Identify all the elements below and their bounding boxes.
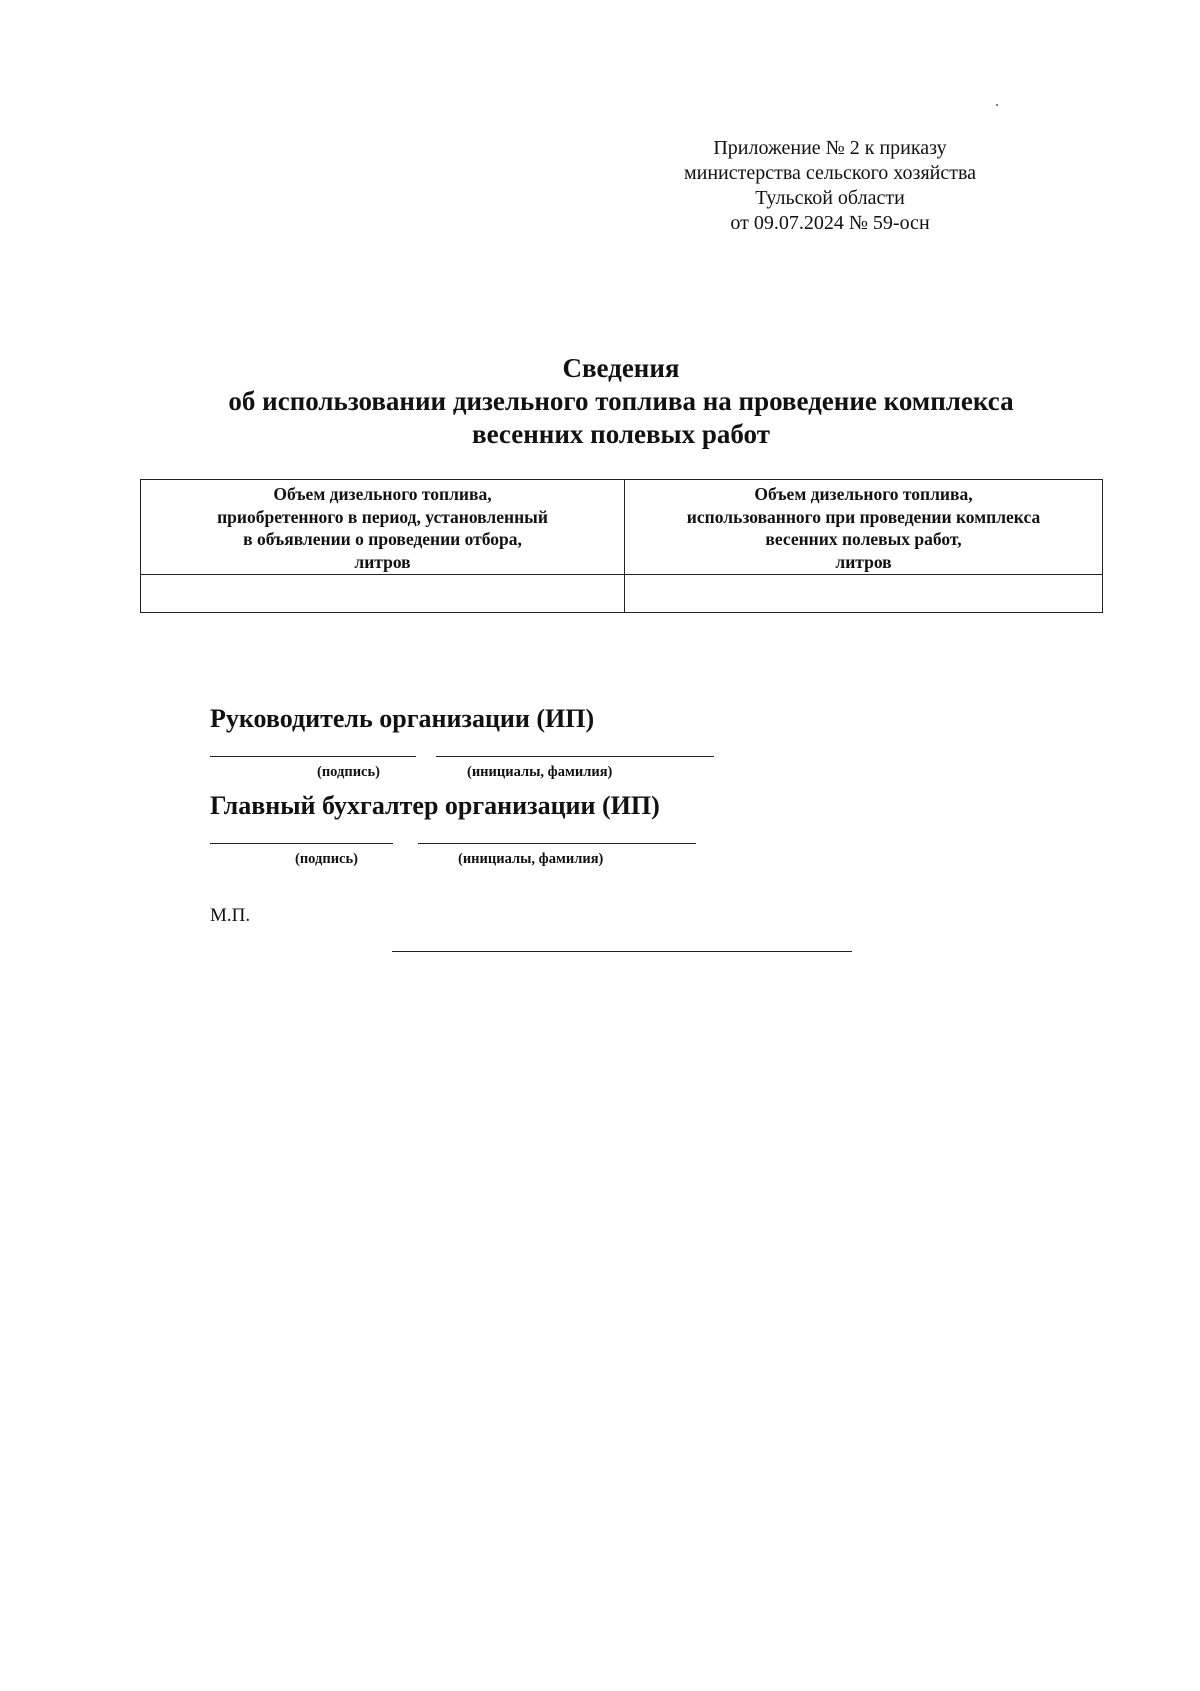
accountant-name-caption: (инициалы, фамилия) (458, 851, 604, 867)
header-line: в объявлении о проведении отбора, (243, 529, 522, 549)
stamp-placeholder: М.П. (210, 905, 251, 926)
title-line: об использовании дизельного топлива на проведение комплекса (228, 386, 1014, 416)
separator-line (392, 951, 852, 952)
table-row (141, 575, 1103, 613)
table-header-row (141, 480, 1103, 575)
appendix-line: Приложение № 2 к приказу (713, 137, 947, 159)
header-line: приобретенного в период, установленный (217, 506, 548, 527)
table-cell-purchased (141, 575, 625, 613)
accountant-name-line (418, 843, 696, 844)
head-signature-title: Руководитель организации (ИП) (210, 704, 595, 733)
header-line: использованного при проведении комплекса (686, 506, 1041, 527)
header-line: литров (835, 551, 892, 572)
fuel-table (140, 479, 1103, 613)
accountant-signature-title: Главный бухгалтер организации (ИП) (210, 791, 660, 820)
header-purchased-fuel (141, 480, 625, 575)
head-signature-line (210, 756, 416, 757)
title-line: Сведения (562, 353, 680, 383)
head-name-line (436, 756, 714, 757)
header-used-fuel (625, 480, 1103, 575)
document-title (140, 352, 1102, 451)
header-line: Объем дизельного топлива, (754, 484, 973, 504)
appendix-line: от 09.07.2024 № 59-осн (730, 212, 930, 234)
header-line: Объем дизельного топлива, (273, 484, 492, 504)
accountant-signature-caption: (подпись) (295, 851, 358, 867)
accountant-signature-line (210, 843, 393, 844)
header-line: литров (354, 551, 411, 572)
head-name-caption: (инициалы, фамилия) (467, 764, 613, 780)
scan-speck (996, 104, 998, 106)
appendix-line: Тульской области (755, 187, 905, 209)
appendix-line: министерства сельского хозяйства (683, 162, 977, 184)
table-cell-used (625, 575, 1103, 613)
appendix-note (640, 136, 1020, 236)
title-line: весенних полевых работ (472, 419, 770, 449)
header-line: весенних полевых работ, (765, 529, 962, 549)
head-signature-caption: (подпись) (317, 764, 380, 780)
